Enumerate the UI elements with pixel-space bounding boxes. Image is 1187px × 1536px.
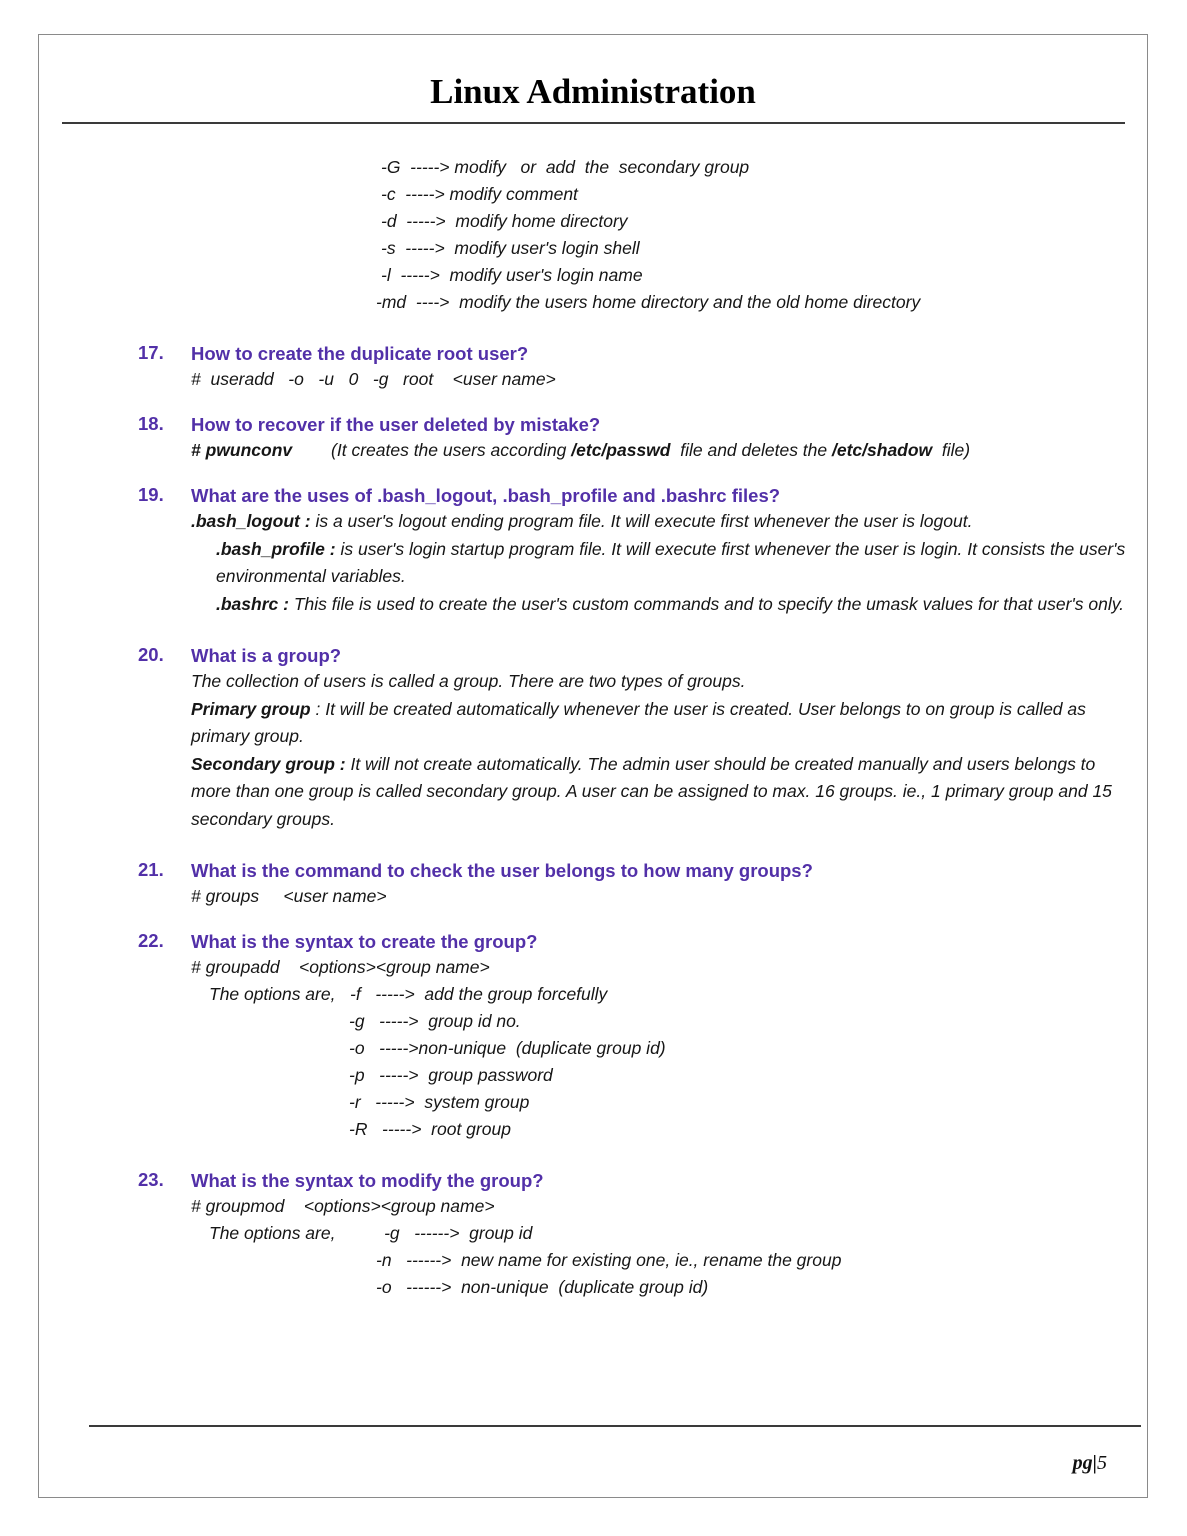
option-flag: -c -----> — [381, 184, 445, 204]
path-shadow: /etc/shadow — [832, 440, 933, 460]
options-intro: The options are, -g ------> group id — [209, 1223, 533, 1243]
option-flag: -md ----> — [376, 292, 450, 312]
question-21 — [61, 859, 1127, 883]
definition-line — [191, 536, 1127, 591]
intro-text: The collection of users is called a group. There are two types of groups. — [191, 671, 746, 691]
command-note-c: file) — [932, 440, 971, 460]
definition-line — [191, 508, 1127, 536]
footer-divider — [89, 1425, 1141, 1427]
option-flag: -d -----> — [381, 211, 446, 231]
option-flag: -n ------> — [376, 1250, 452, 1270]
option-flag: -s -----> — [381, 238, 445, 258]
header-divider — [62, 122, 1125, 124]
document-page — [38, 34, 1148, 1498]
question-20 — [61, 644, 1127, 668]
definition-text: This file is used to create the user's custom commands and to specify the umask values for that user's only. — [288, 593, 1125, 614]
command-note-a: (It creates the users according — [331, 440, 572, 460]
option-row — [191, 1116, 1127, 1143]
question-17-body — [61, 366, 1127, 393]
definition-line — [191, 591, 1127, 619]
question-number: 17. — [138, 342, 164, 363]
option-row — [191, 1274, 1127, 1301]
option-row — [61, 262, 1127, 289]
page-number: 5 — [1097, 1452, 1107, 1474]
question-23-body — [61, 1193, 1127, 1301]
term-secondary-group: Secondary group : — [191, 753, 346, 774]
question-18 — [61, 413, 1127, 437]
option-desc: group password — [418, 1065, 553, 1085]
option-row — [191, 1035, 1127, 1062]
question-title: What are the uses of .bash_logout, .bash_profile and .bashrc files? — [191, 485, 781, 506]
option-desc: modify user's login shell — [449, 238, 640, 258]
question-22-body — [61, 954, 1127, 1143]
option-desc: root group — [421, 1119, 511, 1139]
command-line: # useradd -o -u 0 -g root <user name> — [191, 369, 556, 389]
question-number: 20. — [138, 644, 164, 665]
question-number: 19. — [138, 484, 164, 505]
question-22 — [61, 930, 1127, 954]
term-bashrc: .bashrc : — [216, 593, 289, 614]
option-row — [61, 208, 1127, 235]
question-21-body — [61, 883, 1127, 910]
question-17 — [61, 342, 1127, 366]
option-row — [191, 1247, 1127, 1274]
usermod-options-list — [61, 154, 1127, 316]
options-intro: The options are, -f -----> add the group forcefully — [209, 984, 608, 1004]
command-note-b: file and deletes the — [670, 440, 832, 460]
question-20-body — [61, 668, 1127, 833]
definition-text: It will not create automatically. The admin user should be created manually and users belongs to more than one group is called secondary group. A user can be assigned to max. 16 groups. ie., 1 primary group and 15 secondary groups. — [191, 753, 1112, 829]
option-desc: modify user's login name — [444, 265, 643, 285]
question-number: 18. — [138, 413, 164, 434]
option-desc: modify the users home directory and the old home directory — [454, 292, 921, 312]
command-line: # groups <user name> — [191, 886, 387, 906]
definition-line — [191, 751, 1127, 834]
option-flag: -R -----> — [349, 1119, 422, 1139]
question-23 — [61, 1169, 1127, 1193]
question-title: What is the syntax to create the group? — [191, 931, 538, 952]
page-title: Linux Administration — [430, 72, 756, 111]
question-title: What is the command to check the user belongs to how many groups? — [191, 860, 813, 881]
definition-text: : It will be created automatically whenever the user is created. User belongs to on group is called as primary group. — [191, 698, 1086, 746]
option-desc: modify or add the secondary group — [454, 157, 750, 177]
question-title: How to recover if the user deleted by mistake? — [191, 414, 601, 435]
option-flag: -G -----> — [381, 157, 450, 177]
question-title: What is a group? — [191, 645, 342, 666]
option-flag: -l -----> — [381, 265, 440, 285]
option-desc: non-unique (duplicate group id) — [418, 1038, 666, 1058]
question-number: 22. — [138, 930, 164, 951]
option-desc: modify home directory — [450, 211, 628, 231]
definition-line — [191, 696, 1127, 751]
definition-text: is a user's logout ending program file. It will execute first whenever the user is logout. — [310, 511, 973, 531]
command-name: # pwunconv — [191, 440, 293, 460]
question-title: How to create the duplicate root user? — [191, 343, 529, 364]
option-desc: group id no. — [418, 1011, 521, 1031]
option-row — [61, 154, 1127, 181]
option-flag: -r -----> — [349, 1092, 415, 1112]
page-number-footer — [1073, 1452, 1107, 1475]
command-line: # groupadd <options><group name> — [191, 957, 490, 977]
option-desc: system group — [414, 1092, 530, 1112]
option-row — [191, 1062, 1127, 1089]
question-number: 23. — [138, 1169, 164, 1190]
page-label: pg| — [1072, 1452, 1097, 1474]
term-bash-profile: .bash_profile : — [216, 538, 336, 559]
option-row — [191, 1008, 1127, 1035]
term-primary-group: Primary group — [191, 698, 311, 719]
option-flag: -g -----> — [349, 1011, 419, 1031]
question-19-body — [61, 508, 1127, 618]
option-desc: non-unique (duplicate group id) — [451, 1277, 709, 1297]
option-desc: modify comment — [449, 184, 578, 204]
command-line: # groupmod <options><group name> — [191, 1196, 495, 1216]
option-flag: -o ------> — [376, 1277, 452, 1297]
option-row — [61, 181, 1127, 208]
term-bash-logout: .bash_logout : — [191, 511, 311, 531]
path-passwd: /etc/passwd — [571, 440, 671, 460]
question-title: What is the syntax to modify the group? — [191, 1170, 544, 1191]
definition-text: is user's login startup program file. It will execute first whenever the user is login. It consists the user's environmental variables. — [216, 538, 1126, 586]
option-row — [61, 289, 1127, 316]
option-flag: -o -----> — [349, 1038, 419, 1058]
question-number: 21. — [138, 859, 164, 880]
option-row — [61, 235, 1127, 262]
option-flag: -p -----> — [349, 1065, 419, 1085]
question-18-body — [61, 437, 1127, 464]
command-line — [191, 437, 1127, 464]
option-row — [191, 1089, 1127, 1116]
option-desc: new name for existing one, ie., rename the group — [451, 1250, 842, 1270]
document-content — [39, 154, 1147, 1301]
question-19 — [61, 484, 1127, 508]
